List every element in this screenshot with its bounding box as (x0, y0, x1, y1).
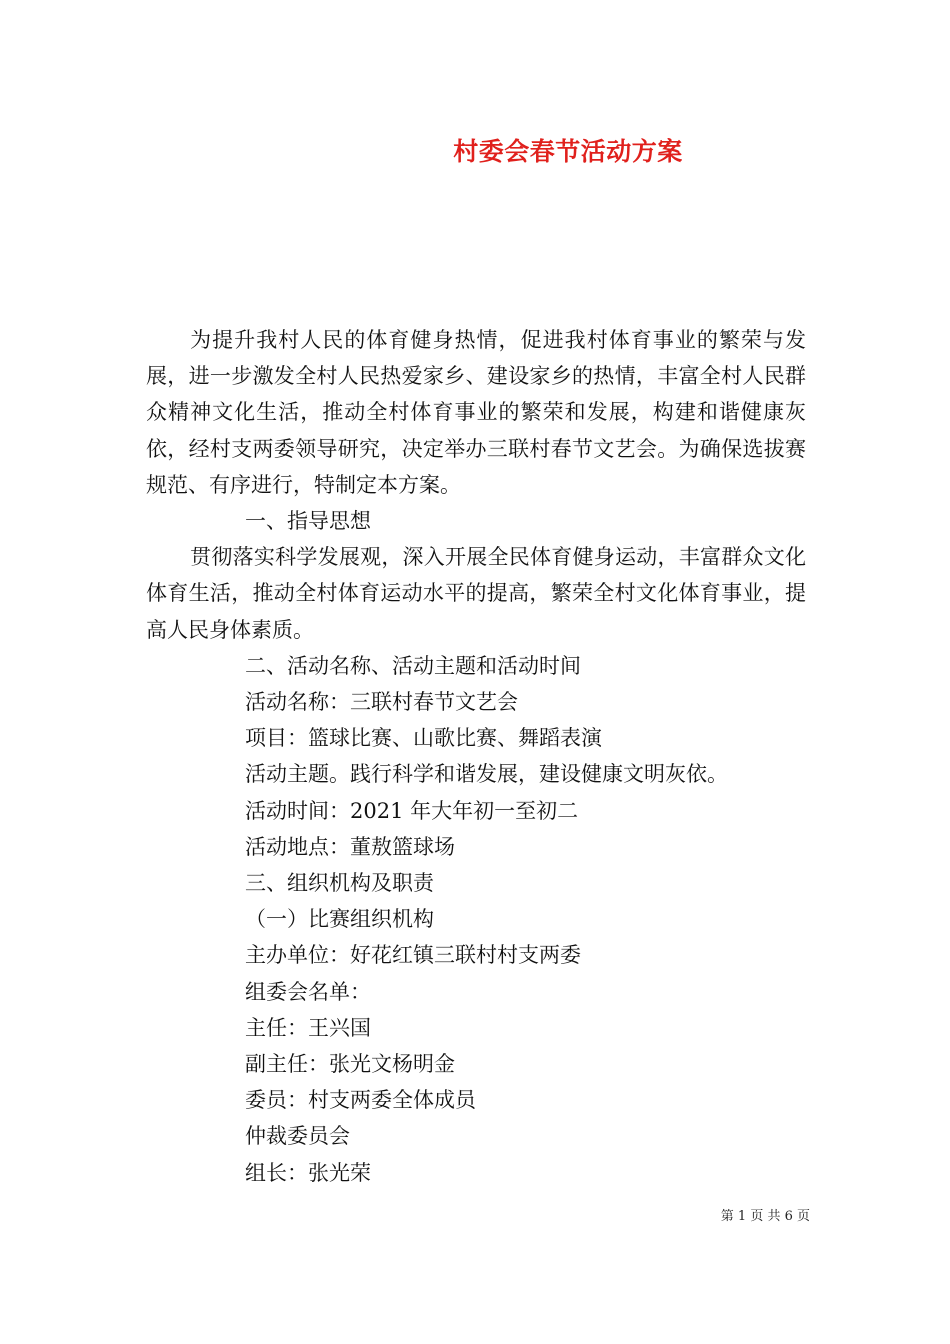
document-title: 村委会春节活动方案 (453, 137, 683, 166)
text-line: 活动主题。践行科学和谐发展，建设健康文明灰依。 (245, 762, 728, 787)
text-line: （一）比赛组织机构 (245, 907, 434, 932)
text-line: 委员：村支两委全体成员 (245, 1088, 476, 1113)
text-line: 组长：张光荣 (245, 1160, 371, 1185)
text-line: 主办单位：好花红镇三联村村支两委 (245, 943, 581, 968)
text-line: 项目：篮球比赛、山歌比赛、舞蹈表演 (245, 726, 602, 751)
intro-paragraph: 为提升我村人民的体育健身热情，促进我村体育事业的繁荣与发展，进一步激发全村人民热爱家乡、建设家乡的热情，丰富全村人民群众精神文化生活，推动全村体育事业的繁荣和发展，构建和谐健康灰依，经村支两委领导研究，决定举办三联村春节文艺会。为确保选拔赛规范、有序进行，特制定本方案。 (146, 328, 806, 497)
text-line: 主任：王兴国 (245, 1015, 371, 1040)
text-line: 二、活动名称、活动主题和活动时间 (245, 653, 581, 678)
text-line: 副主任：张光文杨明金 (245, 1052, 455, 1077)
document-body (146, 322, 806, 1191)
text-line: 仲裁委员会 (245, 1124, 350, 1149)
guiding-thought-paragraph: 贯彻落实科学发展观，深入开展全民体育健身运动，丰富群众文化体育生活，推动全村体育运动水平的提高，繁荣全村文化体育事业，提高人民身体素质。 (146, 545, 806, 642)
text-line: 活动地点：董敖篮球场 (245, 834, 455, 859)
text-line: 活动时间：2021 年大年初一至初二 (245, 798, 579, 823)
text-line: 活动名称：三联村春节文艺会 (245, 690, 518, 715)
page-footer: 第 1 页 共 6 页 (720, 1209, 810, 1224)
text-line: 组委会名单： (245, 979, 371, 1004)
section-heading-guiding-thought: 一、指导思想 (245, 509, 371, 534)
text-line: 三、组织机构及职责 (245, 871, 434, 896)
